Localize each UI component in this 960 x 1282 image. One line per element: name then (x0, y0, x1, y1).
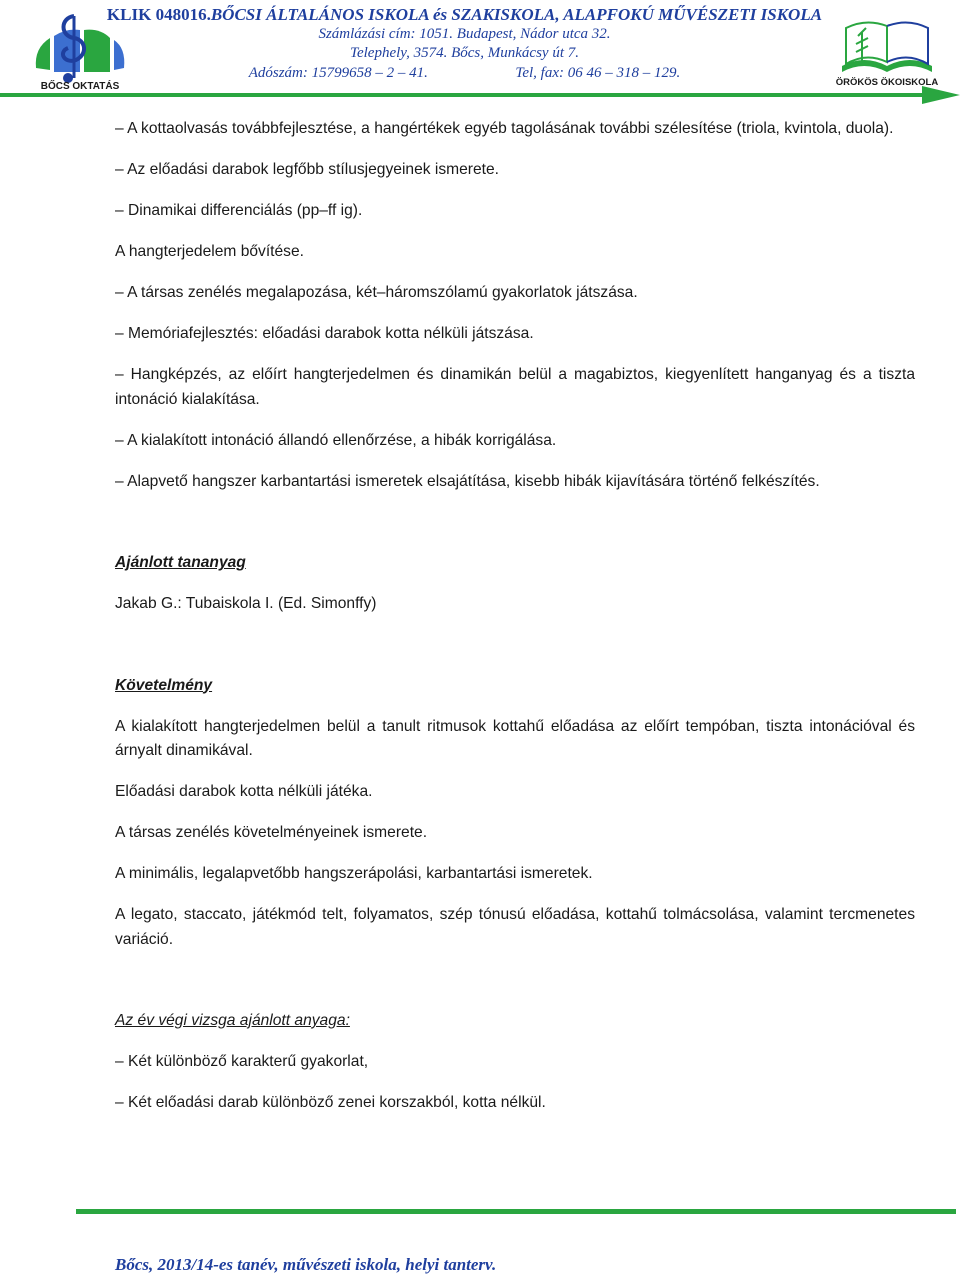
left-logo-caption: BŐCS OKTATÁS (40, 81, 120, 92)
site-address: Telephely, 3574. Bőcs, Munkácsy út 7. (350, 45, 579, 61)
requirement-item: A minimális, legalapvetőbb hangszerápolási, karbantartási ismeretek. (115, 865, 593, 882)
tax-id: Adószám: 15799658 – 2 – 41. (248, 64, 428, 81)
section-heading-requirement: Követelmény (115, 676, 213, 694)
list-item: – Memóriafejlesztés: előadási darabok kotta nélküli játszása. (115, 325, 534, 342)
list-item: – A kottaolvasás továbbfejlesztése, a hangértékek egyéb tagolásának további szélesítése (triola, kvintola, duola). (115, 120, 894, 137)
header-divider (0, 93, 925, 97)
document-body (115, 117, 915, 1116)
exam-item: – Két különböző karakterű gyakorlat, (115, 1053, 369, 1070)
phone-number: Tel, fax: 06 46 – 318 – 129. (515, 64, 681, 81)
list-item: – Alapvető hangszer karbantartási ismeretek elsajátítása, kisebb hibák kijavítására történő felkészítés. (115, 472, 820, 490)
requirement-item: A kialakított hangterjedelmen belül a tanult ritmusok kottahű előadása az előírt tempóban, tiszta intonációval és árnyalt dinamikával. (115, 717, 915, 759)
list-item: – Hangképzés, az előírt hangterjedelmen és dinamikán belül a magabiztos, kiegyenlített hanganyag és a tiszta intonáció kialakítása. (115, 366, 915, 408)
requirement-item: Előadási darabok kotta nélküli játéka. (115, 783, 373, 800)
section-heading-recommended: Ajánlott tananyag (115, 554, 246, 571)
page-header (0, 0, 960, 108)
school-address-block (92, 5, 837, 83)
recommended-material: Jakab G.: Tubaiskola I. (Ed. Simonffy) (115, 595, 377, 612)
page-footer: Bőcs, 2013/14-es tanév, művészeti iskola, helyi tanterv. (115, 1255, 497, 1274)
exam-item: – Két előadási darab különböző zenei korszakból, kotta nélkül. (115, 1094, 546, 1111)
list-item: – Az előadási darabok legfőbb stílusjegyeinek ismerete. (115, 161, 500, 178)
footer-divider (76, 1209, 956, 1214)
list-item: – Dinamikai differenciálás (pp–ff ig). (115, 202, 363, 219)
billing-address: Számlázási cím: 1051. Budapest, Nádor utca 32. (318, 25, 611, 42)
orokos-okoiskola-logo (832, 14, 942, 90)
list-item: – A kialakított intonáció állandó ellenőrzése, a hibák korrigálása. (115, 431, 557, 449)
list-item: – A társas zenélés megalapozása, két–háromszólamú gyakorlatok játszása. (115, 284, 638, 301)
requirement-item: A legato, staccato, játékmód telt, folyamatos, szép tónusú előadása, kottahű tolmácsolása, valamint tercmenetes variáció. (115, 906, 915, 948)
tax-and-phone (92, 64, 837, 84)
open-book-tree-icon (832, 14, 942, 90)
school-name-line: KLIK 048016.BŐCSI ÁLTALÁNOS ISKOLA és SZAKISKOLA, ALAPFOKÚ MŰVÉSZETI ISKOLA (106, 5, 823, 24)
right-logo-caption: ÖRÖKÖS ÖKOISKOLA (835, 77, 939, 88)
arrow-right-icon (922, 86, 960, 104)
section-heading-exam: Az év végi vizsga ajánlott anyaga: (115, 1012, 350, 1029)
requirement-item: A társas zenélés követelményeinek ismerete. (115, 824, 428, 841)
list-item: A hangterjedelem bővítése. (115, 243, 304, 260)
